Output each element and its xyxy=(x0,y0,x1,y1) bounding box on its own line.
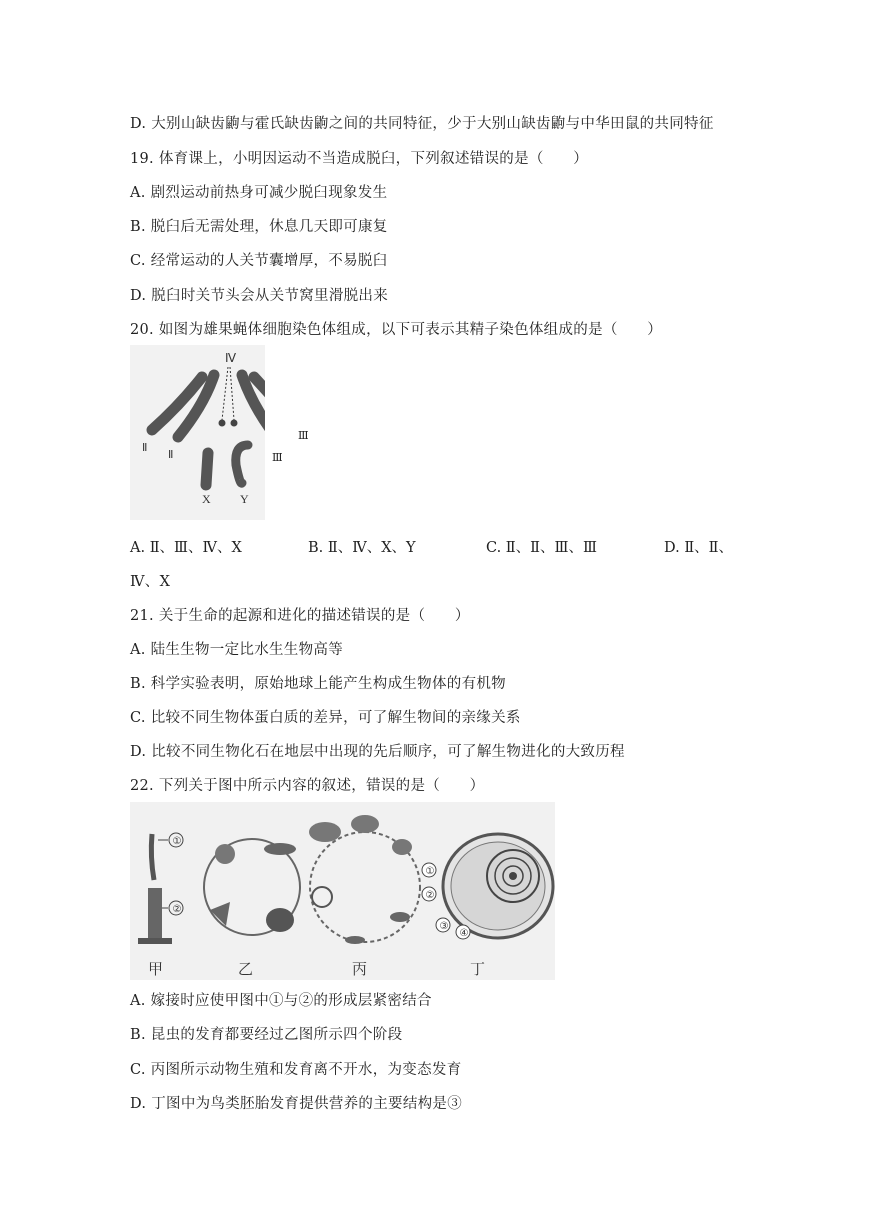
label-ding: 丁 xyxy=(470,960,486,978)
q20-option-c: C. Ⅱ、Ⅱ、Ⅲ、Ⅲ xyxy=(486,540,597,556)
q20-stem: 20. 如图为雄果蝇体细胞染色体组成，以下可表示其精子染色体组成的是（ ） xyxy=(130,322,663,338)
label-bing: 丙 xyxy=(352,960,368,978)
label-jia-c1: ① xyxy=(172,836,182,847)
q19-option-a: A. 剧烈运动前热身可减少脱臼现象发生 xyxy=(130,185,388,201)
label-jia-c2: ② xyxy=(172,904,182,915)
chromosome-figure xyxy=(130,345,265,520)
label-x: X xyxy=(202,492,211,506)
q22-option-a: A. 嫁接时应使甲图中①与②的形成层紧密结合 xyxy=(130,993,432,1009)
label-y: Y xyxy=(240,492,249,506)
label-iv: Ⅳ xyxy=(225,351,237,365)
q22-option-d: D. 丁图中为鸟类胚胎发育提供营养的主要结构是③ xyxy=(130,1096,463,1112)
label-iii-outer: Ⅲ xyxy=(298,429,309,442)
label-ding-c2: ② xyxy=(425,890,435,901)
q21-option-b: B. 科学实验表明，原始地球上能产生构成生物体的有机物 xyxy=(130,676,506,692)
label-yi: 乙 xyxy=(238,960,254,978)
q20-option-a: A. Ⅱ、Ⅲ、Ⅳ、X xyxy=(130,540,242,556)
label-ding-c1: ① xyxy=(425,866,435,877)
q21-stem: 21. 关于生命的起源和进化的描述错误的是（ ） xyxy=(130,608,470,624)
q20-option-b: B. Ⅱ、Ⅳ、X、Y xyxy=(308,540,416,556)
q21-option-a: A. 陆生生物一定比水生生物高等 xyxy=(130,642,343,658)
q22-option-c: C. 丙图所示动物生殖和发育离不开水，为变态发育 xyxy=(130,1062,462,1078)
q21-option-c: C. 比较不同生物体蛋白质的差异，可了解生物间的亲缘关系 xyxy=(130,710,521,726)
label-ii-outer: Ⅱ xyxy=(142,442,148,454)
q19-option-c: C. 经常运动的人关节囊增厚，不易脱臼 xyxy=(130,253,388,269)
q22-option-b: B. 昆虫的发育都要经过乙图所示四个阶段 xyxy=(130,1027,403,1043)
q19-option-d: D. 脱臼时关节头会从关节窝里滑脱出来 xyxy=(130,288,389,304)
label-ding-c3: ③ xyxy=(439,921,449,932)
label-ii-inner: Ⅱ xyxy=(168,449,174,461)
q21-option-d: D. 比较不同生物化石在地层中出现的先后顺序，可了解生物进化的大致历程 xyxy=(130,744,625,760)
q20-option-d: D. Ⅱ、Ⅱ、 xyxy=(664,540,734,556)
label-jia: 甲 xyxy=(148,960,164,978)
development-figure xyxy=(130,802,555,980)
label-ding-c4: ④ xyxy=(459,928,469,939)
q22-stem: 22. 下列关于图中所示内容的叙述，错误的是（ ） xyxy=(130,778,485,794)
q19-stem: 19. 体育课上，小明因运动不当造成脱臼，下列叙述错误的是（ ） xyxy=(130,151,589,167)
label-iii-inner: Ⅲ xyxy=(272,451,283,464)
q18-option-d: D. 大别山缺齿鼩与霍氏缺齿鼩之间的共同特征，少于大别山缺齿鼩与中华田鼠的共同特征 xyxy=(130,116,714,132)
chromosome-x xyxy=(206,453,208,485)
q20-option-d-cont: Ⅳ、X xyxy=(130,574,171,590)
q19-option-b: B. 脱臼后无需处理，休息几天即可康复 xyxy=(130,219,388,235)
